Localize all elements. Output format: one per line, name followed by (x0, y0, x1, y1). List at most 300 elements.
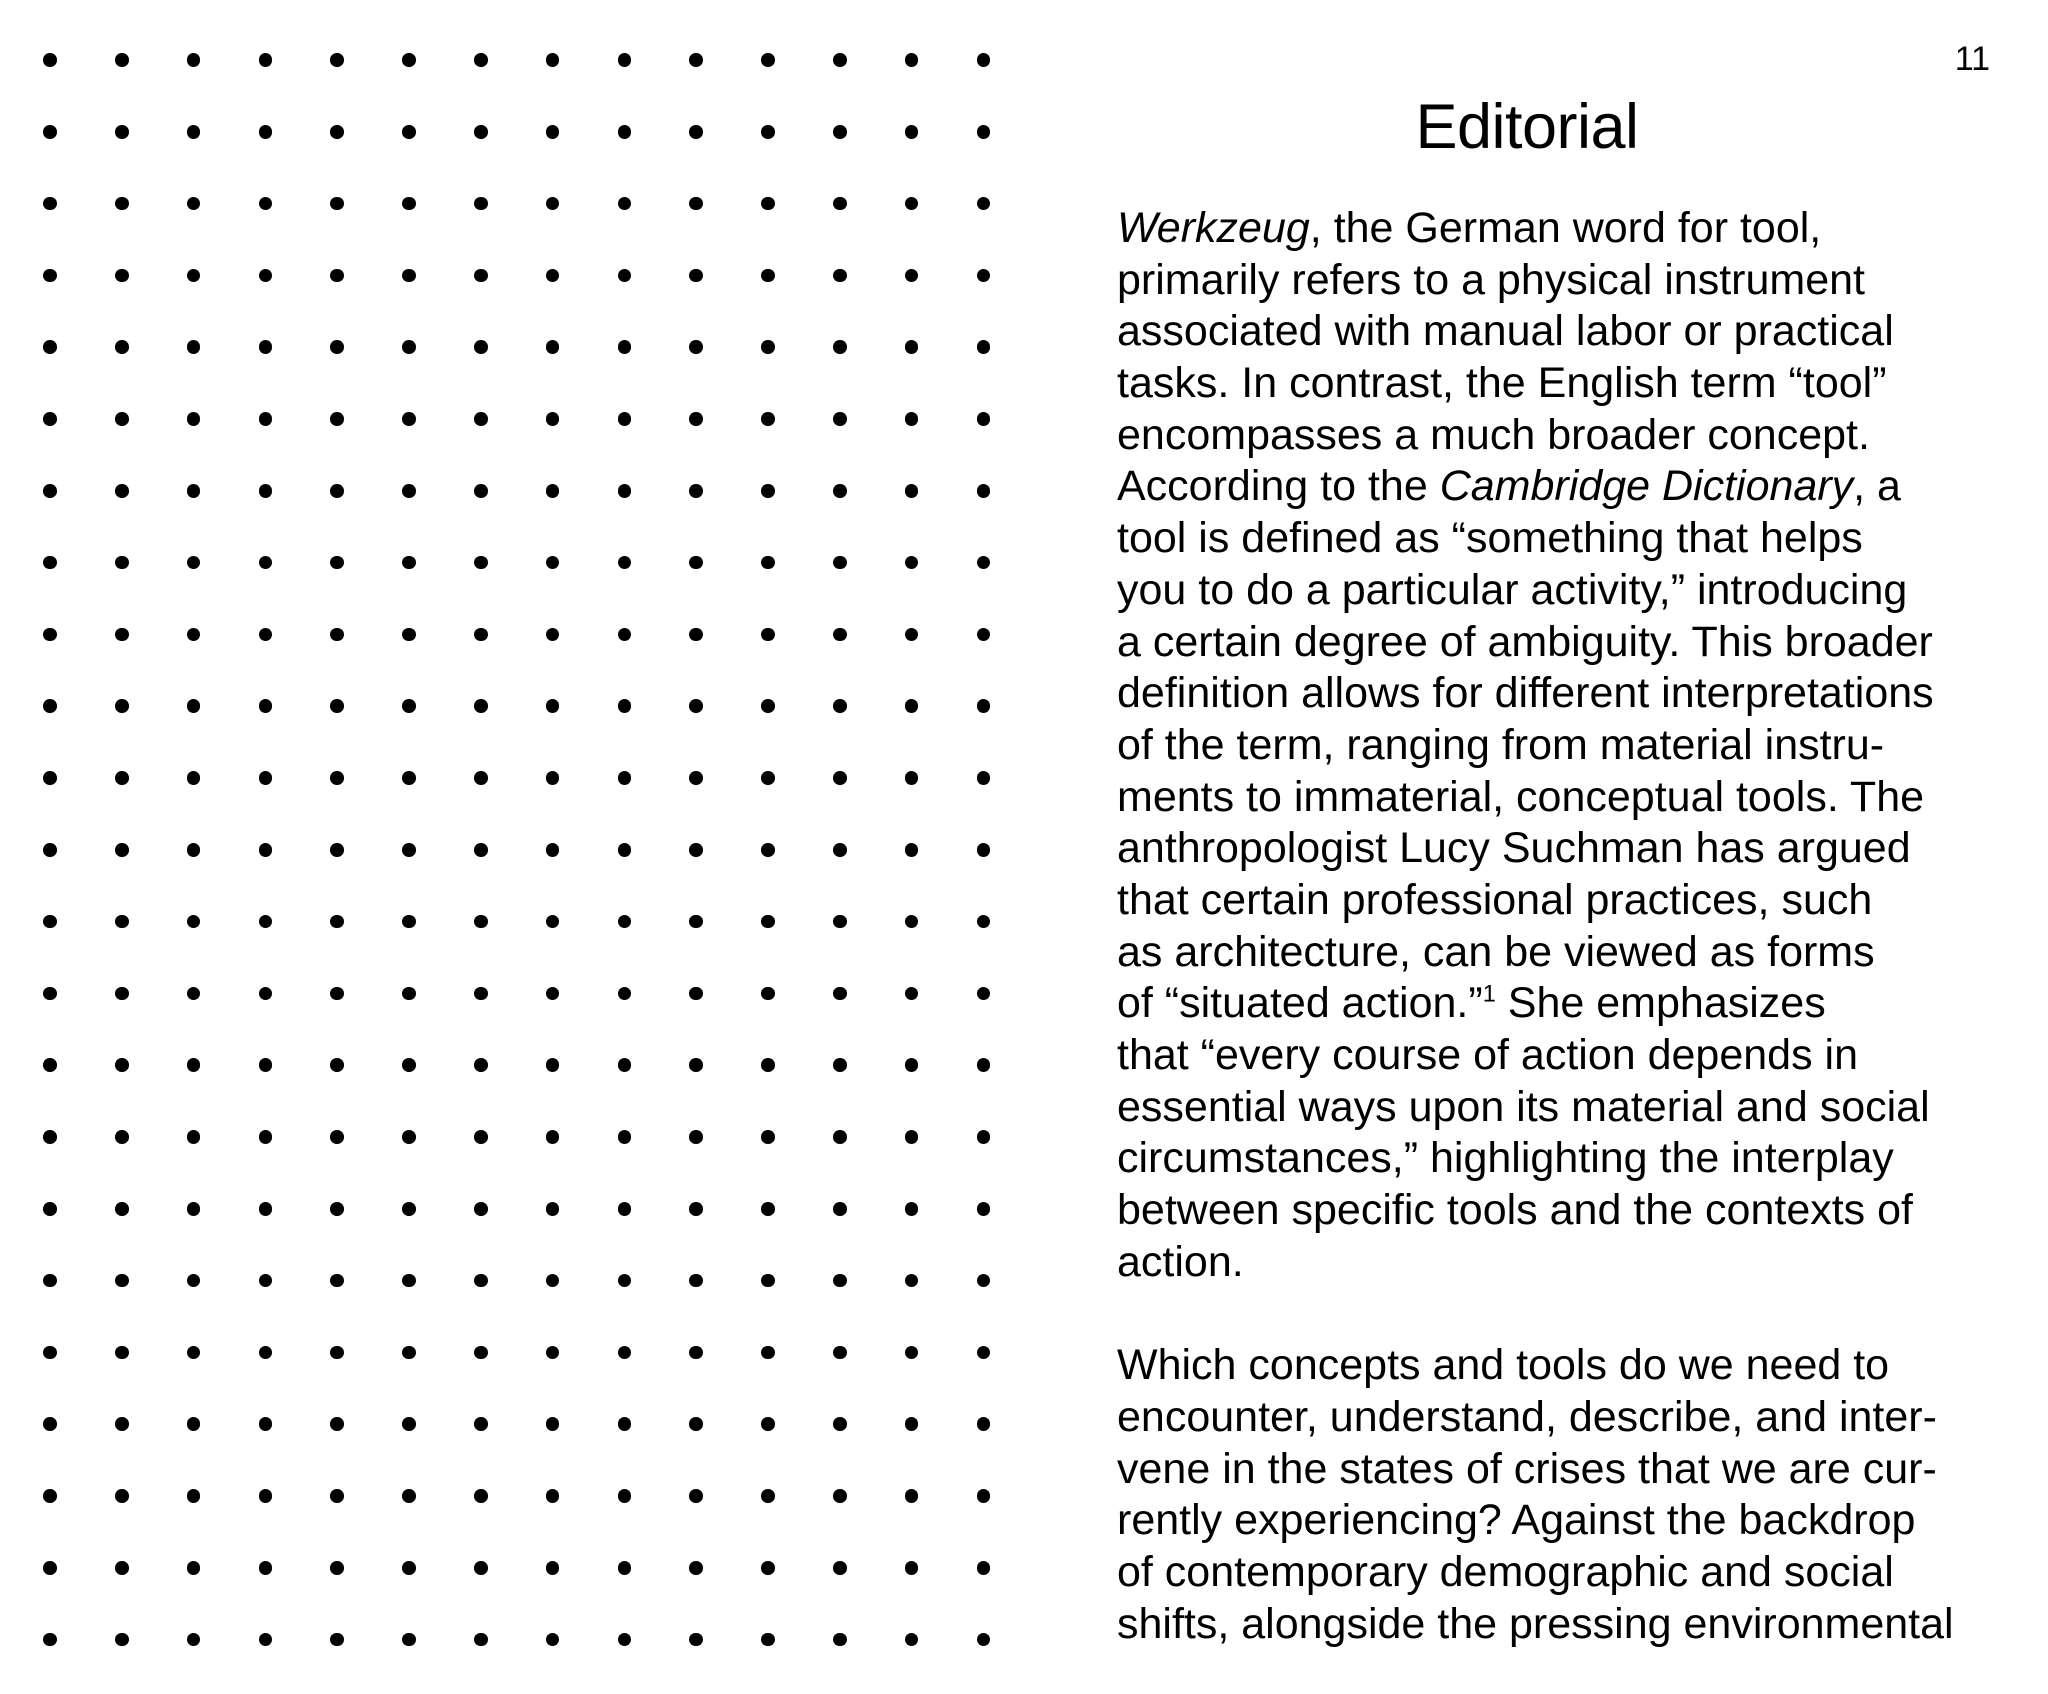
dot (43, 1130, 57, 1144)
text-line (1117, 255, 2017, 307)
dot (761, 484, 775, 498)
dot (689, 269, 703, 283)
dot (187, 197, 201, 211)
dot (330, 197, 344, 211)
dot (977, 269, 991, 283)
dot (977, 197, 991, 211)
dot (259, 1346, 273, 1360)
dot (905, 556, 919, 570)
dot (474, 628, 488, 642)
dot (618, 1346, 632, 1360)
text-run: as architecture, can be viewed as forms (1117, 927, 1875, 976)
dot (618, 125, 632, 139)
text-line (1117, 1340, 2017, 1392)
dot (259, 771, 273, 785)
dot (187, 1202, 201, 1216)
dot (905, 1274, 919, 1288)
dot (546, 1561, 560, 1575)
dot (905, 1489, 919, 1503)
dot (259, 340, 273, 354)
dot (474, 1489, 488, 1503)
text-run: , a (1853, 462, 1901, 511)
dot (330, 1489, 344, 1503)
text-run: encounter, understand, describe, and inter- (1117, 1392, 1937, 1441)
dot (689, 556, 703, 570)
text-run: associated with manual labor or practical (1117, 307, 1894, 356)
footnote-marker: 1 (1482, 981, 1496, 1008)
text-line (1117, 513, 2017, 565)
dot (330, 1274, 344, 1288)
dot (689, 1417, 703, 1431)
dot (546, 556, 560, 570)
dot (546, 987, 560, 1001)
dot (689, 1274, 703, 1288)
dot (402, 628, 416, 642)
text-line (1117, 306, 2017, 358)
dot (689, 699, 703, 713)
dot (402, 1489, 416, 1503)
text-line (1117, 565, 2017, 617)
text-line (1117, 461, 2017, 513)
page-title: Editorial (1415, 92, 1639, 162)
dot (977, 1417, 991, 1431)
dot (905, 1058, 919, 1072)
dot (330, 556, 344, 570)
dot (905, 1130, 919, 1144)
dot (259, 628, 273, 642)
dot (977, 556, 991, 570)
dot-grid (0, 0, 1010, 1694)
dot (689, 1561, 703, 1575)
dot (618, 556, 632, 570)
dot (259, 1130, 273, 1144)
dot (761, 1202, 775, 1216)
dot (474, 125, 488, 139)
dot (546, 1489, 560, 1503)
dot (43, 125, 57, 139)
dot (977, 987, 991, 1001)
dot (689, 197, 703, 211)
dot (402, 1417, 416, 1431)
dot (833, 915, 847, 929)
text-line (1117, 1392, 2017, 1444)
dot (546, 125, 560, 139)
dot (187, 484, 201, 498)
text-run: action. (1117, 1237, 1244, 1286)
text-run: you to do a particular activity,” introducing (1117, 565, 1908, 614)
dot (43, 771, 57, 785)
dot (115, 125, 129, 139)
dot (115, 1202, 129, 1216)
dot (330, 1633, 344, 1647)
text-line (1117, 1444, 2017, 1496)
dot (330, 915, 344, 929)
dot (259, 412, 273, 426)
dot (402, 771, 416, 785)
dot (618, 1489, 632, 1503)
text-line (1117, 1547, 2017, 1599)
dot (833, 1202, 847, 1216)
text-run: primarily refers to a physical instrument (1117, 255, 1865, 304)
dot (905, 269, 919, 283)
text-run: between specific tools and the contexts of (1117, 1186, 1913, 1235)
dot (115, 1561, 129, 1575)
dot (977, 53, 991, 67)
text-run: vene in the states of crises that we are cur- (1117, 1444, 1937, 1493)
text-line (1117, 358, 2017, 410)
text-run: that certain professional practices, such (1117, 875, 1873, 924)
dot (43, 628, 57, 642)
dot (43, 269, 57, 283)
text-run: that “every course of action depends in (1117, 1031, 1858, 1079)
dot (115, 1130, 129, 1144)
text-line (1117, 772, 2017, 824)
dot (618, 1561, 632, 1575)
dot (833, 412, 847, 426)
dot (618, 628, 632, 642)
text-run: a certain degree of ambiguity. This broader (1117, 617, 1933, 666)
dot (402, 556, 416, 570)
text-line (1117, 1133, 2017, 1185)
dot (689, 125, 703, 139)
dot (259, 987, 273, 1001)
dot (905, 197, 919, 211)
dot (259, 269, 273, 283)
dot (905, 915, 919, 929)
dot (259, 1058, 273, 1072)
dot (905, 1202, 919, 1216)
dot (618, 915, 632, 929)
text-line (1117, 1185, 2017, 1237)
dot (761, 1561, 775, 1575)
dot (546, 915, 560, 929)
dot (187, 125, 201, 139)
dot (187, 915, 201, 929)
text-run: essential ways upon its material and social (1117, 1082, 1930, 1131)
dot (115, 771, 129, 785)
dot (833, 1130, 847, 1144)
dot (546, 1346, 560, 1360)
dot (402, 915, 416, 929)
dot (187, 1489, 201, 1503)
dot (259, 1489, 273, 1503)
dot (259, 53, 273, 67)
dot (618, 412, 632, 426)
dot (546, 1633, 560, 1647)
dot (402, 484, 416, 498)
dot (905, 628, 919, 642)
dot (330, 1130, 344, 1144)
dot (761, 915, 775, 929)
dot (259, 484, 273, 498)
dot (833, 1561, 847, 1575)
dot (546, 269, 560, 283)
dot (402, 1202, 416, 1216)
dot (833, 987, 847, 1001)
dot (546, 699, 560, 713)
dot (618, 484, 632, 498)
dot (689, 1130, 703, 1144)
dot (259, 197, 273, 211)
text-run: shifts, alongside the pressing environmental (1117, 1599, 1954, 1648)
text-run: of contemporary demographic and social (1117, 1547, 1894, 1596)
dot (187, 53, 201, 67)
dot (43, 197, 57, 211)
dot (474, 1058, 488, 1072)
dot (546, 1417, 560, 1431)
dot (689, 843, 703, 857)
dot (115, 915, 129, 929)
dot (115, 987, 129, 1001)
dot (43, 340, 57, 354)
dot (689, 1489, 703, 1503)
dot (259, 699, 273, 713)
dot (187, 771, 201, 785)
dot (43, 987, 57, 1001)
dot (977, 628, 991, 642)
text-line (1117, 978, 2017, 1030)
dot (905, 987, 919, 1001)
text-line (1117, 1495, 2017, 1547)
dot (330, 340, 344, 354)
text-run: encompasses a much broader concept. (1117, 410, 1870, 459)
dot (977, 125, 991, 139)
dot (761, 1130, 775, 1144)
dot (474, 484, 488, 498)
dot (689, 1633, 703, 1647)
dot (115, 1274, 129, 1288)
dot (474, 1633, 488, 1647)
dot (905, 125, 919, 139)
dot (833, 1489, 847, 1503)
dot (905, 53, 919, 67)
dot (43, 843, 57, 857)
dot (330, 412, 344, 426)
dot (43, 412, 57, 426)
paragraph (1117, 1340, 2017, 1650)
text-line (1117, 1082, 2017, 1134)
text-line (1117, 668, 2017, 720)
dot (761, 843, 775, 857)
dot (689, 771, 703, 785)
dot (330, 1561, 344, 1575)
text-line (1117, 720, 2017, 772)
dot (833, 125, 847, 139)
dot (259, 843, 273, 857)
dot (43, 915, 57, 929)
dot (761, 556, 775, 570)
dot (618, 843, 632, 857)
text-line (1117, 1030, 2017, 1082)
dot (474, 412, 488, 426)
dot (833, 53, 847, 67)
dot (402, 412, 416, 426)
dot (905, 843, 919, 857)
dot (689, 915, 703, 929)
dot (115, 1633, 129, 1647)
dot (905, 484, 919, 498)
dot (330, 699, 344, 713)
dot (977, 412, 991, 426)
dot (115, 699, 129, 713)
dot (618, 1633, 632, 1647)
dot (905, 1346, 919, 1360)
text-run: definition allows for different interpretations (1117, 669, 1934, 718)
dot (905, 340, 919, 354)
dot (761, 1489, 775, 1503)
dot (761, 699, 775, 713)
dot (115, 340, 129, 354)
dot (905, 699, 919, 713)
dot (115, 412, 129, 426)
dot (761, 412, 775, 426)
dot (474, 699, 488, 713)
dot (977, 484, 991, 498)
dot (905, 771, 919, 785)
dot (905, 412, 919, 426)
dot (187, 1561, 201, 1575)
dot (474, 1346, 488, 1360)
dot (402, 197, 416, 211)
dot (833, 1346, 847, 1360)
dot (761, 1633, 775, 1647)
text-run: ments to immaterial, conceptual tools. The (1117, 772, 1925, 821)
dot (187, 412, 201, 426)
dot (330, 125, 344, 139)
dot (761, 628, 775, 642)
dot (474, 556, 488, 570)
dot (187, 628, 201, 642)
dot (474, 1417, 488, 1431)
dot (546, 340, 560, 354)
dot (618, 197, 632, 211)
dot (546, 484, 560, 498)
dot (618, 699, 632, 713)
dot (474, 915, 488, 929)
dot (833, 1417, 847, 1431)
dot (977, 340, 991, 354)
dot (43, 1489, 57, 1503)
dot (187, 699, 201, 713)
dot (689, 484, 703, 498)
italic-text: Cambridge Dictionary (1439, 462, 1854, 511)
dot (977, 699, 991, 713)
dot (761, 771, 775, 785)
dot (618, 1202, 632, 1216)
dot (474, 1202, 488, 1216)
dot (115, 197, 129, 211)
dot (689, 340, 703, 354)
dot (977, 1058, 991, 1072)
dot (402, 987, 416, 1001)
dot (402, 269, 416, 283)
dot (977, 771, 991, 785)
dot (115, 1058, 129, 1072)
dot (43, 1202, 57, 1216)
dot (977, 1633, 991, 1647)
text-run: of the term, ranging from material instru- (1117, 720, 1885, 769)
text-run: anthropologist Lucy Suchman has argued (1117, 824, 1911, 873)
dot (330, 1202, 344, 1216)
dot (187, 987, 201, 1001)
dot (115, 628, 129, 642)
dot (833, 628, 847, 642)
paragraph (1117, 203, 2017, 1288)
dot (43, 53, 57, 67)
text-run: circumstances,” highlighting the interplay (1117, 1134, 1894, 1183)
dot (761, 125, 775, 139)
text-line (1117, 410, 2017, 462)
dot (474, 1274, 488, 1288)
dot (905, 1633, 919, 1647)
dot (115, 556, 129, 570)
dot (546, 412, 560, 426)
dot (546, 628, 560, 642)
dot (761, 987, 775, 1001)
dot (330, 628, 344, 642)
dot (330, 269, 344, 283)
dot (330, 1346, 344, 1360)
dot (618, 1274, 632, 1288)
dot (977, 1346, 991, 1360)
text-line (1117, 203, 2017, 255)
dot (330, 843, 344, 857)
dot (402, 1274, 416, 1288)
dot (761, 197, 775, 211)
dot (187, 1346, 201, 1360)
dot (330, 771, 344, 785)
dot (43, 1274, 57, 1288)
dot (330, 53, 344, 67)
dot (187, 1130, 201, 1144)
dot (330, 987, 344, 1001)
dot (402, 1130, 416, 1144)
dot (187, 269, 201, 283)
dot (546, 197, 560, 211)
dot (259, 1417, 273, 1431)
dot (618, 340, 632, 354)
dot (905, 1561, 919, 1575)
dot (618, 53, 632, 67)
text-line (1117, 927, 2017, 979)
dot (43, 556, 57, 570)
dot (43, 699, 57, 713)
text-run: According to the (1117, 462, 1440, 511)
dot (761, 1058, 775, 1072)
italic-text: Werkzeug (1117, 204, 1310, 252)
dot (977, 843, 991, 857)
dot (474, 340, 488, 354)
dot (833, 1274, 847, 1288)
dot (689, 1202, 703, 1216)
text-run: tasks. In contrast, the English term “tool” (1117, 359, 1887, 408)
dot (474, 1561, 488, 1575)
dot (474, 269, 488, 283)
dot (546, 1058, 560, 1072)
dot (402, 843, 416, 857)
dot (115, 1417, 129, 1431)
dot (546, 1202, 560, 1216)
dot (43, 1058, 57, 1072)
dot (259, 556, 273, 570)
dot (330, 484, 344, 498)
dot (115, 1346, 129, 1360)
dot (977, 1274, 991, 1288)
dot (474, 987, 488, 1001)
dot (618, 987, 632, 1001)
dot (402, 1346, 416, 1360)
text-line (1117, 875, 2017, 927)
